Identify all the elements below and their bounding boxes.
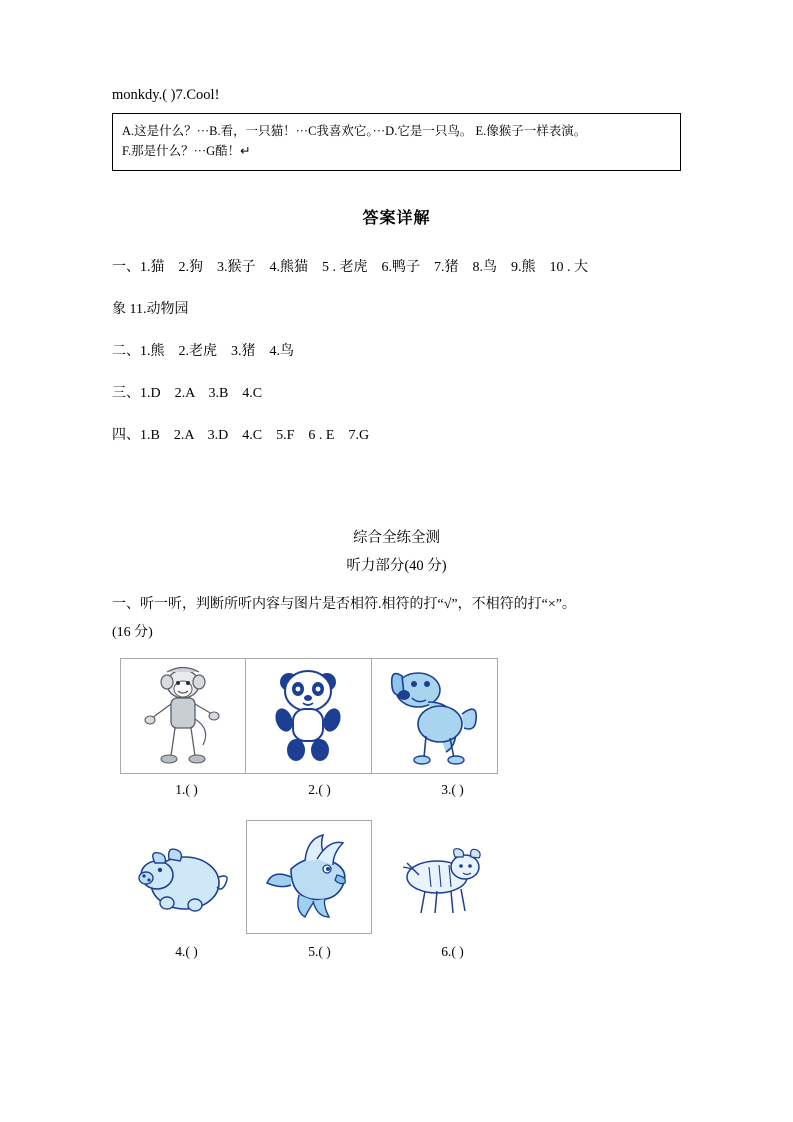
answer-line-5: 四、1.B 2.A 3.D 4.C 5.F 6 . E 7.G — [112, 428, 370, 443]
label-4: 4.( ) — [175, 944, 198, 959]
options-line-1: A.这是什么？···B.看，一只猫！···C我喜欢它。···D.它是一只鸟。 E.像猴子一样表演。 — [122, 124, 587, 138]
question-1-line-2: (16 分) — [112, 625, 153, 640]
options-box — [112, 113, 681, 171]
image-row-1 — [120, 658, 498, 774]
options-line-2: F.那是什么？···G酷！↵ — [122, 144, 251, 158]
exam-subtitle: 听力部分(40 分) — [346, 558, 447, 574]
answer-line-4: 三、1.D 2.A 3.B 4.C — [112, 386, 263, 401]
pig-image — [120, 820, 246, 934]
section-spacer — [112, 460, 681, 524]
label-1: 1.( ) — [175, 782, 198, 797]
question-1-line-1: 一、听一听，判断所听内容与图片是否相符.相符的打“√”，不相符的打“×”。 — [112, 597, 576, 612]
dog-image — [372, 659, 497, 773]
top-line: monkdy.( )7.Cool! — [112, 87, 220, 103]
answer-line-3: 二、1.熊 2.老虎 3.猪 4.鸟 — [112, 344, 294, 359]
panda-image — [246, 659, 371, 773]
label-2: 2.( ) — [308, 782, 331, 797]
exam-title: 综合全练全测 — [353, 530, 440, 546]
answers-title: 答案详解 — [362, 210, 431, 227]
label-5: 5.( ) — [308, 944, 331, 959]
label-6: 6.( ) — [441, 944, 464, 959]
monkey-image — [121, 659, 246, 773]
answer-line-1: 一、1.猫 2.狗 3.猴子 4.熊猫 5 . 老虎 6.鸭子 7.猪 8.鸟 9.熊 10 . 大 — [112, 260, 588, 275]
image-row-1-labels — [120, 782, 520, 798]
answer-line-2: 象 11.动物园 — [112, 302, 189, 317]
tiger-image — [372, 820, 498, 934]
label-3: 3.( ) — [441, 782, 464, 797]
image-row-2-labels — [120, 944, 520, 960]
bird-image — [246, 820, 372, 934]
image-row-2 — [120, 820, 498, 936]
